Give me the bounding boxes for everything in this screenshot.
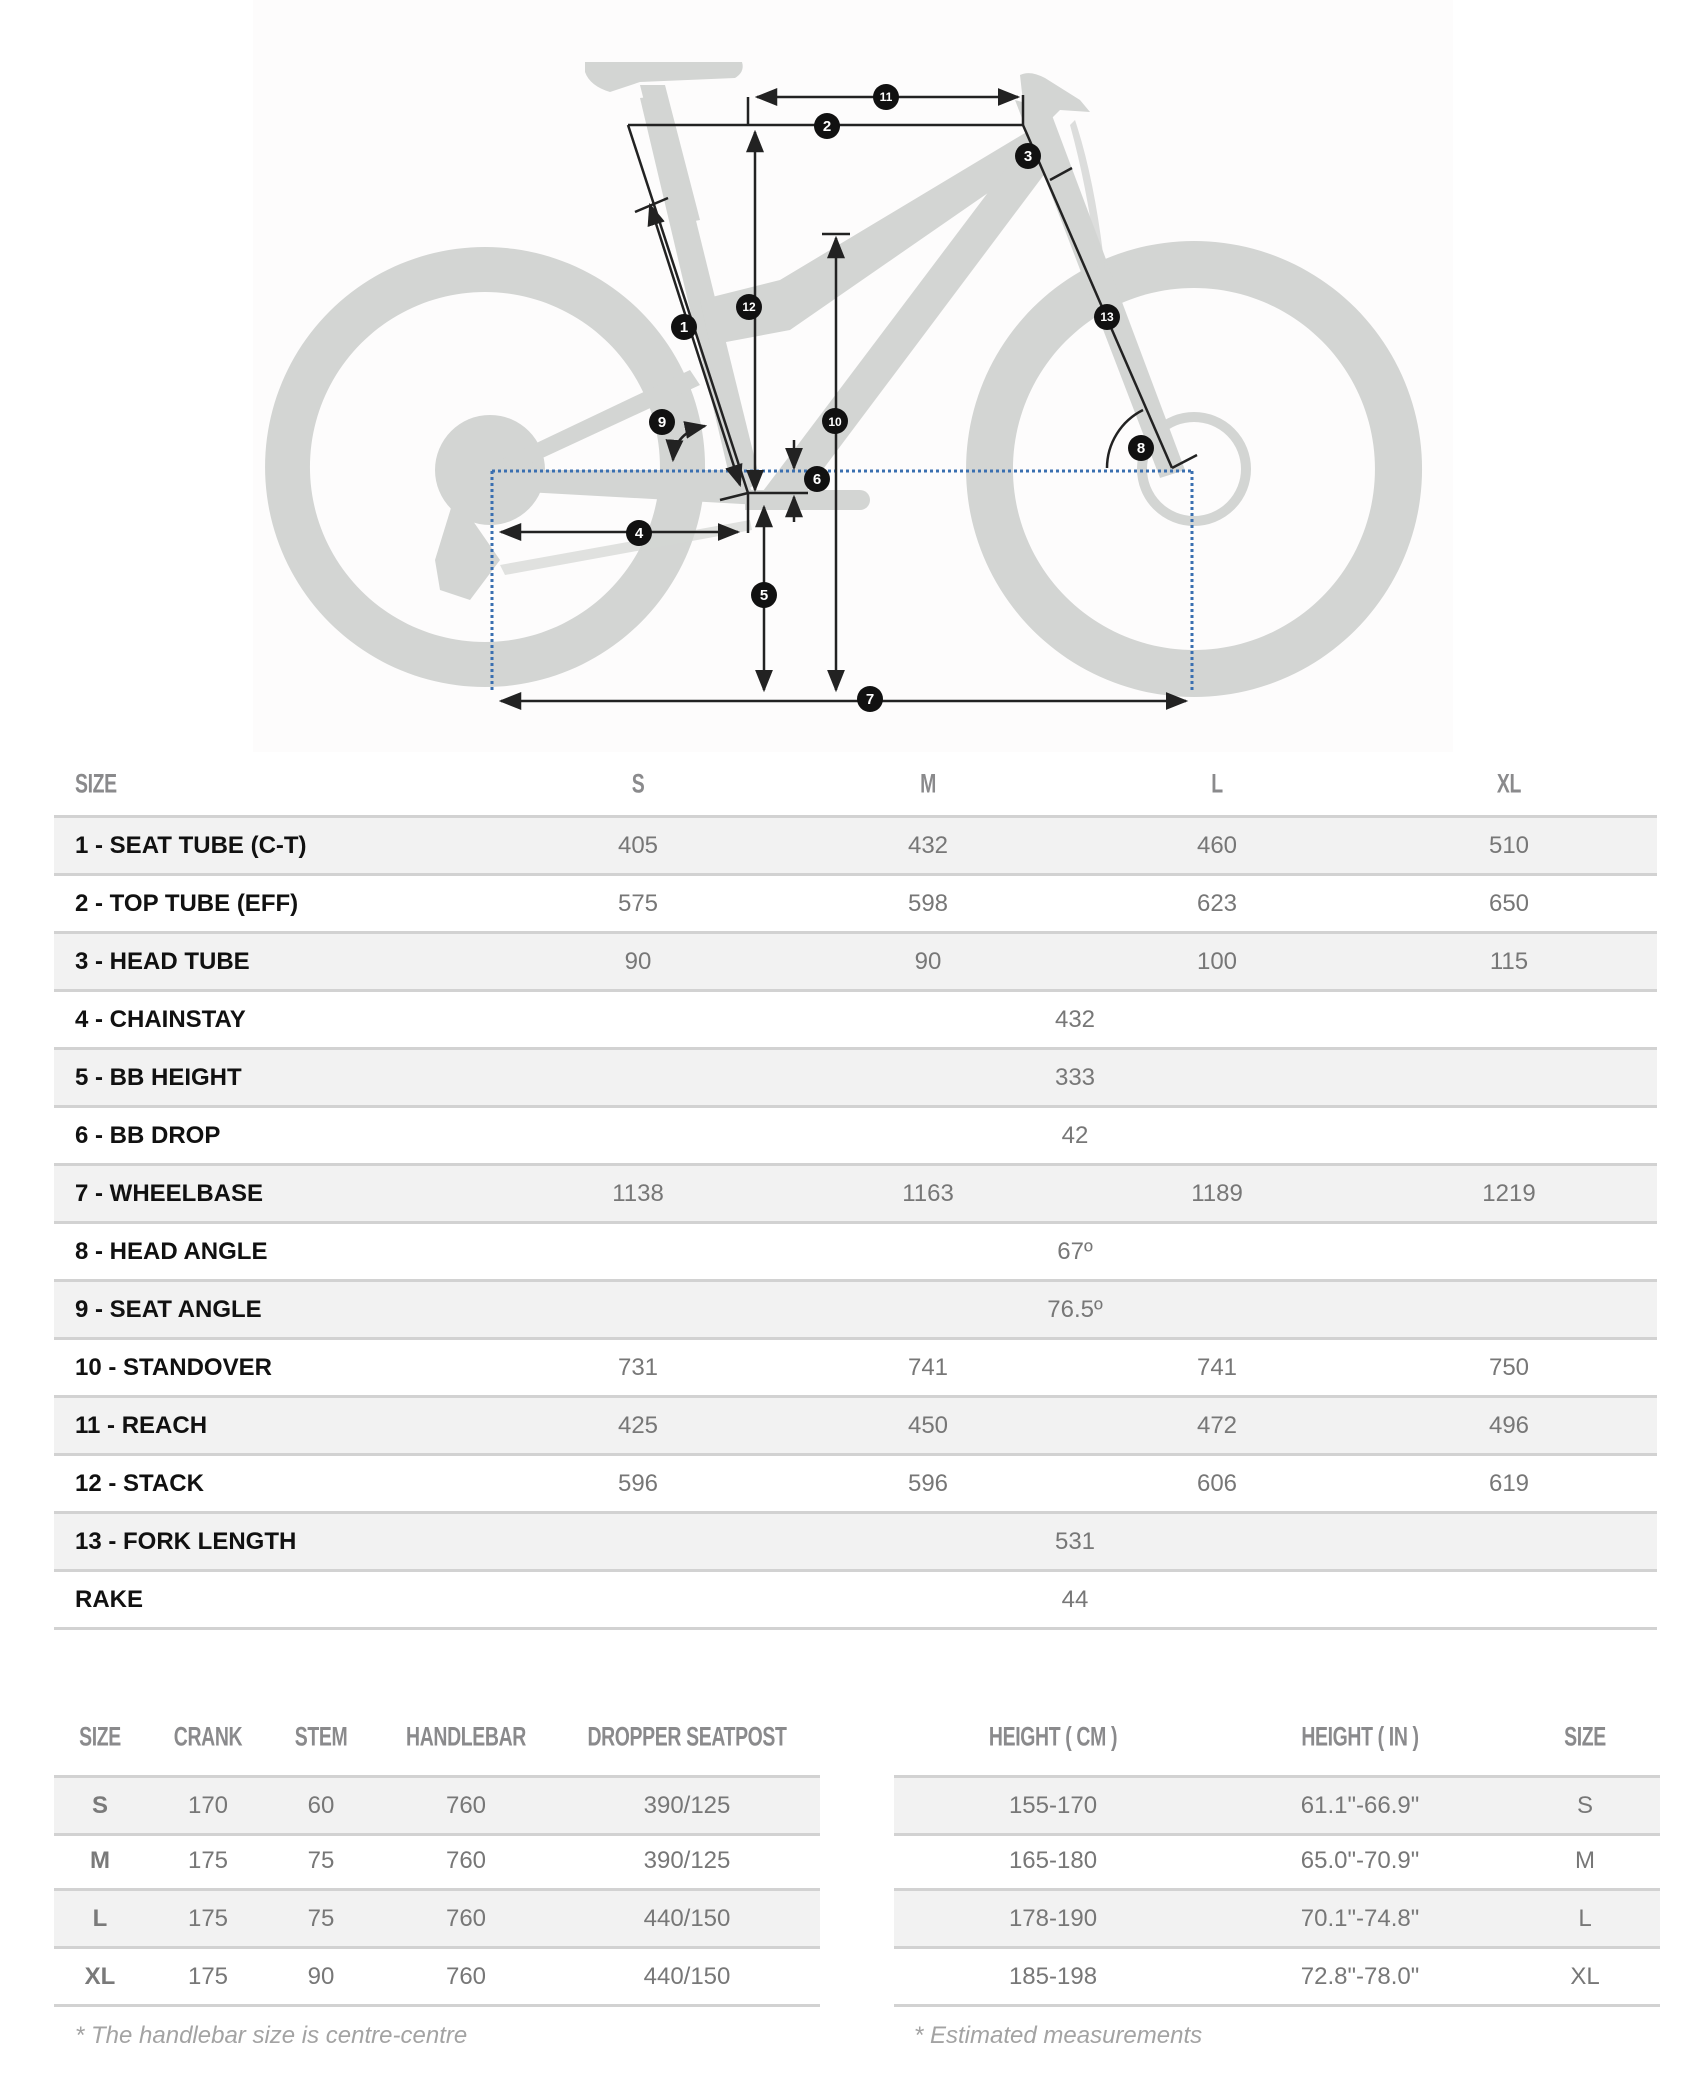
table-row (54, 1166, 1657, 1224)
row-value: 731 (617, 1354, 659, 1381)
header-stem: STEM (294, 1721, 348, 1752)
row-label: 11 - REACH (75, 1412, 208, 1439)
table-row (54, 815, 1657, 876)
row-value: 760 (445, 1847, 487, 1874)
row-label: 6 - BB DROP (75, 1122, 221, 1149)
row-label: 8 - HEAD ANGLE (75, 1238, 268, 1265)
row-value: 496 (1488, 1412, 1530, 1439)
table-row (54, 934, 1657, 992)
size-cell: S (91, 1792, 109, 1819)
geometry-table (54, 760, 1657, 1640)
svg-text:3: 3 (1023, 148, 1033, 165)
row-value: 178-190 (1008, 1905, 1098, 1932)
svg-text:12: 12 (742, 300, 756, 314)
row-value: 510 (1488, 832, 1530, 859)
svg-text:9: 9 (657, 414, 667, 431)
row-value-all-sizes: 333 (1054, 1064, 1096, 1091)
header-size: SIZE (75, 768, 117, 799)
row-value: 741 (907, 1354, 949, 1381)
svg-text:2: 2 (822, 118, 832, 135)
header-size: SIZE (1564, 1721, 1606, 1752)
row-value: 72.8"-78.0" (1300, 1963, 1420, 1990)
row-value: 100 (1196, 948, 1238, 975)
table-row (54, 1891, 820, 1949)
row-value: 606 (1196, 1470, 1238, 1497)
row-value: 596 (617, 1470, 659, 1497)
components-footnote: * The handlebar size is centre-centre (75, 2022, 468, 2049)
size-cell: M (1575, 1847, 1595, 1874)
table-row (894, 1775, 1660, 1836)
row-value: 70.1"-74.8" (1300, 1905, 1420, 1932)
table-row (54, 1282, 1657, 1340)
row-label: 2 - TOP TUBE (EFF) (75, 890, 299, 917)
row-label: 7 - WHEELBASE (75, 1180, 264, 1207)
marker-10 (822, 408, 848, 434)
row-value: 425 (617, 1412, 659, 1439)
row-value: 390/125 (643, 1792, 731, 1819)
size-cell: L (92, 1905, 108, 1932)
marker-2 (814, 113, 840, 139)
header-handlebar: HANDLEBAR (406, 1721, 526, 1752)
header-size-xl: XL (1496, 768, 1522, 799)
row-label: 1 - SEAT TUBE (C-T) (75, 832, 307, 859)
header-size: SIZE (79, 1721, 121, 1752)
size-cell: L (1578, 1905, 1592, 1932)
row-label: 13 - FORK LENGTH (75, 1528, 297, 1555)
table-row (54, 1340, 1657, 1398)
row-value: 760 (445, 1905, 487, 1932)
table-row (54, 1949, 820, 2007)
row-value: 175 (187, 1905, 229, 1932)
row-value: 390/125 (643, 1847, 731, 1874)
row-value: 1219 (1482, 1180, 1536, 1207)
row-value: 472 (1196, 1412, 1238, 1439)
components-table (54, 1700, 820, 2060)
row-value: 60 (307, 1792, 335, 1819)
row-value: 1189 (1191, 1180, 1243, 1207)
row-value: 760 (445, 1963, 487, 1990)
svg-text:13: 13 (1100, 310, 1114, 324)
header-dropper-seatpost: DROPPER SEATPOST (587, 1721, 787, 1752)
row-value: 596 (907, 1470, 949, 1497)
row-value: 440/150 (643, 1963, 731, 1990)
row-value: 760 (445, 1792, 487, 1819)
svg-text:7: 7 (865, 691, 875, 708)
table-row (54, 1572, 1657, 1630)
row-value-all-sizes: 432 (1054, 1006, 1096, 1033)
size-cell: XL (1570, 1963, 1600, 1990)
header-size-l: L (1211, 768, 1223, 799)
row-value-all-sizes: 44 (1061, 1586, 1089, 1613)
rider-height-table (894, 1700, 1660, 2060)
header-height-cm: HEIGHT ( CM ) (988, 1721, 1118, 1752)
row-value: 1163 (902, 1180, 954, 1207)
table-row (54, 1108, 1657, 1166)
marker-4 (626, 520, 652, 546)
row-value: 575 (617, 890, 659, 917)
table-row (54, 1456, 1657, 1514)
row-value: 619 (1488, 1470, 1530, 1497)
row-value-all-sizes: 76.5º (1047, 1296, 1103, 1323)
row-value-all-sizes: 42 (1061, 1122, 1089, 1149)
table-row (54, 992, 1657, 1050)
size-cell: XL (84, 1963, 116, 1990)
row-value: 440/150 (643, 1905, 731, 1932)
row-value: 175 (187, 1847, 229, 1874)
rider-footnote: * Estimated measurements (914, 2022, 1203, 2049)
marker-13 (1094, 304, 1120, 330)
marker-6 (804, 466, 830, 492)
svg-text:8: 8 (1136, 440, 1146, 457)
row-value: 1138 (612, 1180, 664, 1207)
row-value: 170 (187, 1792, 229, 1819)
row-label: 9 - SEAT ANGLE (75, 1296, 262, 1323)
row-label: 12 - STACK (75, 1470, 204, 1497)
header-size-m: M (920, 768, 936, 799)
svg-text:10: 10 (828, 415, 842, 429)
row-value-all-sizes: 67º (1057, 1238, 1093, 1265)
marker-12 (736, 294, 762, 320)
row-value: 405 (617, 832, 659, 859)
svg-text:1: 1 (679, 319, 689, 336)
marker-5 (751, 582, 777, 608)
marker-8 (1128, 435, 1154, 461)
row-value: 90 (624, 948, 652, 975)
row-value-all-sizes: 531 (1054, 1528, 1096, 1555)
header-size-s: S (631, 768, 645, 799)
bike-geometry-diagram (0, 0, 1708, 760)
row-value: 650 (1488, 890, 1530, 917)
table-row (894, 1891, 1660, 1949)
table-row (54, 1833, 820, 1891)
row-value: 432 (907, 832, 949, 859)
row-label: 3 - HEAD TUBE (75, 948, 250, 975)
table-row (54, 1775, 820, 1836)
size-cell: S (1576, 1792, 1594, 1819)
svg-text:5: 5 (759, 587, 769, 604)
header-height-in: HEIGHT ( IN ) (1301, 1721, 1419, 1752)
row-label: 10 - STANDOVER (75, 1354, 272, 1381)
size-cell: M (90, 1847, 110, 1874)
row-value: 165-180 (1008, 1847, 1098, 1874)
row-value: 115 (1489, 948, 1529, 975)
row-value: 155-170 (1008, 1792, 1098, 1819)
table-row (54, 1514, 1657, 1572)
table-row (54, 1050, 1657, 1108)
row-value: 450 (907, 1412, 949, 1439)
table-row (894, 1833, 1660, 1891)
row-value: 90 (914, 948, 942, 975)
table-row (894, 1949, 1660, 2007)
table-row (54, 876, 1657, 934)
row-label: 5 - BB HEIGHT (75, 1064, 242, 1091)
row-value: 75 (307, 1905, 335, 1932)
svg-text:6: 6 (812, 471, 822, 488)
row-value: 61.1"-66.9" (1300, 1792, 1420, 1819)
row-value: 598 (907, 890, 949, 917)
marker-1 (671, 314, 697, 340)
row-label: RAKE (75, 1586, 144, 1613)
table-row (54, 1224, 1657, 1282)
row-value: 460 (1196, 832, 1238, 859)
header-crank: CRANK (173, 1721, 243, 1752)
svg-text:4: 4 (634, 525, 644, 542)
row-value: 65.0"-70.9" (1300, 1847, 1420, 1874)
row-label: 4 - CHAINSTAY (75, 1006, 246, 1033)
row-value: 623 (1196, 890, 1238, 917)
row-value: 750 (1488, 1354, 1530, 1381)
marker-7 (857, 686, 883, 712)
marker-11 (873, 84, 899, 110)
row-value: 90 (307, 1963, 335, 1990)
row-value: 741 (1196, 1354, 1238, 1381)
marker-9 (649, 409, 675, 435)
marker-3 (1015, 143, 1041, 169)
row-value: 175 (187, 1963, 229, 1990)
row-value: 75 (307, 1847, 335, 1874)
table-row (54, 1398, 1657, 1456)
row-value: 185-198 (1008, 1963, 1098, 1990)
svg-text:11: 11 (879, 90, 893, 104)
